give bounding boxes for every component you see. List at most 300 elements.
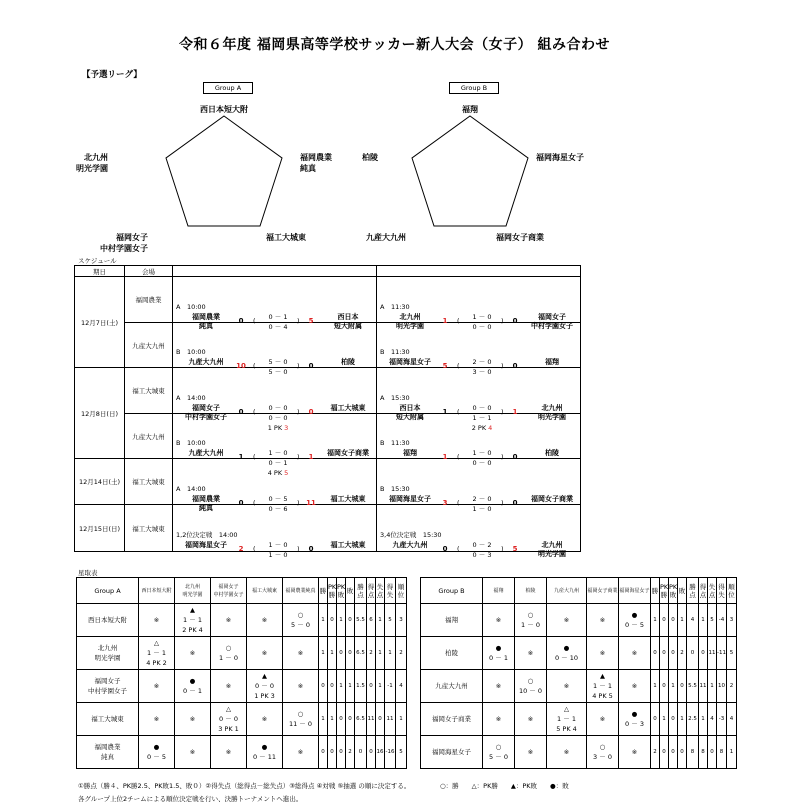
match-away-score: 0 <box>308 545 314 553</box>
match-home-score: 2 <box>238 545 244 553</box>
match-home-score: 1 <box>442 316 448 325</box>
stand-stat: 11 <box>708 637 717 670</box>
stand-result: ※ <box>547 670 587 703</box>
stand-stat: -3 <box>717 703 727 736</box>
stand-stat: -4 <box>717 604 727 637</box>
stand-stat: 11 <box>385 703 396 736</box>
stand-stat: 0 <box>699 637 708 670</box>
schedule-label: スケジュール <box>78 257 117 265</box>
stand-result: ○ 1 － 0 <box>211 637 247 670</box>
stand-team: 柏陵 <box>421 637 483 670</box>
stand-stat: 2 <box>367 637 376 670</box>
stand-stat: 6.5 <box>355 703 367 736</box>
stand-stat: 0 <box>669 736 678 769</box>
stand-stat: 1 <box>699 703 708 736</box>
stand-stat: 1 <box>328 637 337 670</box>
match-tag-time: B 11:30 <box>380 348 410 356</box>
group-b-team-2: 福岡女子商業 <box>496 233 544 242</box>
match-close-paren: ) <box>501 453 504 461</box>
stand-result: ● 0 － 5 <box>139 736 175 769</box>
stand-stat: 4 <box>396 670 407 703</box>
stand-header: 敗 <box>346 578 355 604</box>
stand-stat: 10 <box>717 670 727 703</box>
stand-stat: 1 <box>376 637 385 670</box>
stand-team: 福岡女子商業 <box>421 703 483 736</box>
stand-result: ○ 5 － 0 <box>283 604 319 637</box>
match-half-1: 1 － 0 <box>268 541 288 549</box>
match-home: 福岡海星女子 <box>389 494 431 503</box>
stand-header: Group B <box>421 578 483 604</box>
match-close-paren: ) <box>501 498 504 507</box>
match-home: 福岡農業 純真 <box>192 494 220 512</box>
stand-result: ※ <box>175 637 211 670</box>
group-a-team-3: 福岡女子 中村学園女子 <box>100 233 148 253</box>
stand-header: PK勝 <box>660 578 669 604</box>
stand-stat: 1.5 <box>355 670 367 703</box>
sched-venue: 福工大城東 <box>125 459 173 505</box>
stand-team: 西日本短大附 <box>77 604 139 637</box>
stand-result: △ 0 － 0 3 PK 1 <box>211 703 247 736</box>
stand-header: 福岡女子 中村学園女子 <box>211 578 247 604</box>
stand-stat: 1 <box>651 604 660 637</box>
match-cell-left <box>173 368 377 432</box>
schedule-table <box>74 265 581 559</box>
stand-header: Group A <box>77 578 139 604</box>
stand-stat: 0 <box>651 703 660 736</box>
match-half-1: 1 － 0 <box>472 312 492 321</box>
stand-team: 福岡海星女子 <box>421 736 483 769</box>
stand-team: 福工大城東 <box>77 703 139 736</box>
group-b-team-1: 福岡海星女子 <box>536 153 584 162</box>
match-cell-left <box>173 505 377 559</box>
stand-result: ▲ 1 － 1 2 PK 4 <box>175 604 211 637</box>
match-half-1: 1 － 0 <box>268 449 288 457</box>
stand-header: 西日本短大附 <box>139 578 175 604</box>
stand-stat: 1 <box>678 703 687 736</box>
stand-result: ● 0 － 11 <box>247 736 283 769</box>
stand-stat: 0 <box>346 637 355 670</box>
match-away-score: 0 <box>512 498 518 507</box>
sched-venue: 九産大九州 <box>125 323 173 368</box>
stand-stat: 11 <box>699 670 708 703</box>
stand-team: 福岡女子 中村学園女子 <box>77 670 139 703</box>
match-cell-left <box>173 459 377 513</box>
notes-legend: ○：勝 △：PK勝 ▲：PK敗 ●：敗 <box>440 782 569 790</box>
match-tag-time: A 14:00 <box>176 393 206 402</box>
match-open-paren: ( <box>253 362 256 370</box>
match-close-paren: ) <box>297 316 300 325</box>
match-home-score: 1 <box>442 407 448 416</box>
match-open-paren: ( <box>457 407 460 416</box>
match-cell-left <box>173 323 377 376</box>
match-half-2: 5 － 0 <box>268 368 288 376</box>
stand-stat: 0 <box>367 670 376 703</box>
match-half-2: 0 － 3 <box>472 551 492 559</box>
stand-header: 失点 <box>376 578 385 604</box>
stand-header: 敗 <box>678 578 687 604</box>
match-home: 福岡女子 中村学園女子 <box>185 403 227 421</box>
match-open-paren: ( <box>253 545 256 553</box>
match-half-1: 1 － 0 <box>472 449 492 457</box>
sched-header-venue: 会場 <box>125 266 173 277</box>
stand-stat: -11 <box>717 637 727 670</box>
stand-stat: 1 <box>319 703 328 736</box>
match-away: 北九州 明光学園 <box>538 403 566 421</box>
group-b-team-3: 九産大九州 <box>366 233 406 242</box>
match-home-score: 0 <box>238 407 244 416</box>
stand-stat: 0 <box>337 703 346 736</box>
stand-stat: 0 <box>328 670 337 703</box>
sched-header-blank-1 <box>173 266 377 277</box>
match-half-2: 0 － 0 <box>268 413 288 422</box>
stand-stat: -1 <box>385 670 396 703</box>
match-pk: 2 PK 4 <box>471 423 493 432</box>
match-tag-time: B 15:30 <box>380 484 410 493</box>
group-a-pentagon <box>166 116 282 226</box>
stand-result: ※ <box>247 637 283 670</box>
match-tag-time: A 15:30 <box>380 393 410 402</box>
match-home-score: 0 <box>238 498 244 507</box>
stand-stat: 2 <box>346 736 355 769</box>
match-close-paren: ) <box>501 545 504 553</box>
stand-stat: 8 <box>717 736 727 769</box>
match-home: 西日本 短大附属 <box>396 403 424 421</box>
match-away: 柏陵 <box>341 358 355 366</box>
stand-result: ※ <box>175 736 211 769</box>
group-b-team-0: 福翔 <box>462 105 478 114</box>
match-half-2: 1 － 0 <box>472 504 492 513</box>
match-half-2: 3 － 0 <box>472 368 492 376</box>
stand-stat: 5 <box>396 736 407 769</box>
match-away: 福岡女子商業 <box>327 449 369 457</box>
group-a-team-4: 北九州 明光学園 <box>76 153 108 173</box>
stand-result: ○ 10 － 0 <box>515 670 547 703</box>
group-b-pentagon <box>412 116 528 226</box>
stand-stat: 1 <box>660 703 669 736</box>
match-away-score: 1 <box>512 407 518 416</box>
match-open-paren: ( <box>457 316 460 325</box>
match-cell-right <box>377 368 581 432</box>
stand-stat: 0 <box>319 736 328 769</box>
match-half-1: 2 － 0 <box>472 358 492 366</box>
stand-stat: 1 <box>699 604 708 637</box>
match-tag-time: 1,2位決定戦 14:00 <box>176 531 238 539</box>
stand-result: ※ <box>211 604 247 637</box>
match-half-2: 0 － 0 <box>472 322 492 331</box>
stand-team: 福翔 <box>421 604 483 637</box>
match-cell-left <box>173 277 377 331</box>
stand-result: ※ <box>283 637 319 670</box>
sched-venue: 福工大城東 <box>125 505 173 552</box>
sched-venue: 九産大九州 <box>125 414 173 459</box>
stand-header: 失点 <box>708 578 717 604</box>
stand-header: 福岡女子商業 <box>587 578 619 604</box>
match-close-paren: ) <box>297 498 300 507</box>
stand-stat: 1 <box>708 670 717 703</box>
stand-header: 順位 <box>396 578 407 604</box>
stand-result: ● 0 － 3 <box>619 703 651 736</box>
stand-result: ○ 11 － 0 <box>283 703 319 736</box>
stand-stat: 1 <box>346 670 355 703</box>
match-half-1: 2 － 0 <box>472 494 492 503</box>
stand-stat: 1 <box>337 670 346 703</box>
stand-stat: 4 <box>727 703 737 736</box>
stand-result: ※ <box>175 703 211 736</box>
match-tag-time: B 11:30 <box>380 439 410 447</box>
stand-result: ● 0 － 10 <box>547 637 587 670</box>
standings-label: 星取表 <box>78 569 98 577</box>
match-tag-time: B 10:00 <box>176 348 206 356</box>
stand-stat: 1 <box>385 637 396 670</box>
match-home-score: 0 <box>238 316 244 325</box>
stand-stat: 0 <box>319 670 328 703</box>
match-open-paren: ( <box>457 498 460 507</box>
match-away: 福岡女子商業 <box>531 494 573 503</box>
stand-stat: 0 <box>346 604 355 637</box>
match-close-paren: ) <box>501 362 504 370</box>
stand-team: 北九州 明光学園 <box>77 637 139 670</box>
stand-result: ※ <box>587 604 619 637</box>
stand-result: ※ <box>139 703 175 736</box>
stand-stat: 1 <box>328 703 337 736</box>
notes-rules: ①勝点（勝４、PK勝2.5、PK敗1.5、敗０）②得失点（総得点－総失点）③総得点 ④対戦 ⑤抽選 の順に決定する。 <box>78 782 411 790</box>
stand-stat: 1 <box>337 604 346 637</box>
match-tag-time: B 10:00 <box>176 439 206 447</box>
match-close-paren: ) <box>297 362 300 370</box>
match-half-2: 0 － 0 <box>472 459 492 467</box>
stand-result: ※ <box>483 703 515 736</box>
stand-stat: 5.5 <box>687 670 699 703</box>
stand-header: 福岡農業純真 <box>283 578 319 604</box>
stand-result: ※ <box>483 604 515 637</box>
stand-stat: 5 <box>708 604 717 637</box>
stand-result: ※ <box>515 637 547 670</box>
stand-stat: 1 <box>727 736 737 769</box>
stand-result: ※ <box>619 670 651 703</box>
stand-stat: 1 <box>319 604 328 637</box>
match-open-paren: ( <box>253 498 256 507</box>
stand-stat: 0 <box>651 637 660 670</box>
match-cell-right <box>377 505 581 559</box>
stand-stat: 1 <box>669 670 678 703</box>
match-tag-time: 3,4位決定戦 15:30 <box>380 531 442 539</box>
stand-stat: 0 <box>660 670 669 703</box>
match-away-score: 1 <box>308 453 314 461</box>
stand-team: 福岡農業 純真 <box>77 736 139 769</box>
stand-header: 勝点 <box>687 578 699 604</box>
stand-stat: 6.5 <box>355 637 367 670</box>
match-half-2: 1 － 1 <box>472 413 492 422</box>
match-close-paren: ) <box>297 545 300 553</box>
match-cell-right <box>377 277 581 331</box>
stand-header: 北九州 明光学園 <box>175 578 211 604</box>
stand-result: △ 1 － 1 5 PK 4 <box>547 703 587 736</box>
match-open-paren: ( <box>457 362 460 370</box>
match-away-score: 0 <box>512 316 518 325</box>
stand-stat: 3 <box>727 604 737 637</box>
sched-date: 12月15日(日) <box>75 505 125 552</box>
stand-result: ○ 3 － 0 <box>587 736 619 769</box>
stand-stat: 16 <box>376 736 385 769</box>
match-half-1: 5 － 0 <box>268 358 288 366</box>
stand-result: ※ <box>619 637 651 670</box>
stand-header: 福岡海星女子 <box>619 578 651 604</box>
stand-stat: 1 <box>651 670 660 703</box>
match-home-score: 10 <box>236 362 246 370</box>
match-cell-right <box>377 414 581 467</box>
match-away: 福岡女子 中村学園女子 <box>531 312 573 330</box>
stand-stat: 6 <box>367 604 376 637</box>
stand-header: 得点 <box>367 578 376 604</box>
stand-result: ※ <box>247 604 283 637</box>
stand-stat: -16 <box>385 736 396 769</box>
stand-header: PK敗 <box>337 578 346 604</box>
stand-stat: 0 <box>346 703 355 736</box>
stand-result: △ 1 － 1 4 PK 2 <box>139 637 175 670</box>
stand-result: ※ <box>283 736 319 769</box>
group-b-label: Group B <box>449 82 499 94</box>
stand-stat: 2 <box>396 637 407 670</box>
match-home-score: 0 <box>442 545 448 553</box>
league-pentagons <box>0 0 789 260</box>
stand-stat: 1 <box>678 604 687 637</box>
match-half-2: 0 － 4 <box>268 322 288 331</box>
stand-stat: 2 <box>727 670 737 703</box>
match-home-score: 3 <box>442 498 448 507</box>
stand-stat: 0 <box>367 736 376 769</box>
stand-header: 福工大城東 <box>247 578 283 604</box>
stand-header: 得点 <box>699 578 708 604</box>
match-close-paren: ) <box>501 316 504 325</box>
stand-header: 勝 <box>651 578 660 604</box>
match-tag-time: A 11:30 <box>380 302 410 311</box>
stand-result: ▲ 0 － 0 1 PK 3 <box>247 670 283 703</box>
match-close-paren: ) <box>501 407 504 416</box>
stand-stat: 3 <box>396 604 407 637</box>
stand-stat: 11 <box>367 703 376 736</box>
stand-stat: 0 <box>678 670 687 703</box>
match-open-paren: ( <box>253 453 256 461</box>
stand-result: ※ <box>619 736 651 769</box>
stand-stat: 0 <box>669 604 678 637</box>
stand-stat: 1 <box>376 670 385 703</box>
stand-result: ● 0 － 1 <box>483 637 515 670</box>
match-home-score: 1 <box>442 453 448 461</box>
match-away-score: 0 <box>512 362 518 370</box>
match-away: 柏陵 <box>545 449 559 457</box>
match-home: 福岡農業 純真 <box>192 312 220 330</box>
stand-stat: 5.5 <box>355 604 367 637</box>
stand-result: ※ <box>483 670 515 703</box>
match-half-2: 1 － 0 <box>268 551 288 559</box>
stand-stat: 1 <box>319 637 328 670</box>
match-home-score: 1 <box>238 453 244 461</box>
match-cell-left <box>173 414 377 477</box>
match-home: 福岡海星女子 <box>185 541 227 549</box>
page-title: 令和６年度 福岡県高等学校サッカー新人大会（女子） 組み合わせ <box>179 37 610 53</box>
group-a-label: Group A <box>203 82 253 94</box>
stand-stat: 1 <box>396 703 407 736</box>
stand-result: ※ <box>547 736 587 769</box>
match-open-paren: ( <box>253 407 256 416</box>
match-away: 福工大城東 <box>330 541 366 549</box>
stand-stat: 4 <box>708 703 717 736</box>
stand-stat: 0 <box>337 637 346 670</box>
stand-stat: 2 <box>678 637 687 670</box>
stand-stat: 0 <box>376 703 385 736</box>
stand-result: ▲ 1 － 1 4 PK 5 <box>587 670 619 703</box>
stand-header: 柏陵 <box>515 578 547 604</box>
group-a-team-1: 福岡農業 純真 <box>300 153 332 173</box>
match-away: 福翔 <box>545 358 559 366</box>
stand-header: 順位 <box>727 578 737 604</box>
notes-advance: 各グループ上位2チームによる順位決定戦を行い、決勝トーナメントへ進出。 <box>78 795 303 803</box>
group-b-team-4: 柏陵 <box>362 153 378 162</box>
sched-venue: 福岡農業 <box>125 277 173 323</box>
stand-header: 勝点 <box>355 578 367 604</box>
match-cell-right <box>377 459 581 513</box>
stand-result: ※ <box>587 703 619 736</box>
match-away: 福工大城東 <box>330 494 366 503</box>
match-half-1: 0 － 0 <box>268 403 288 412</box>
group-a-team-2: 福工大城東 <box>266 233 306 242</box>
match-away-score: 0 <box>512 453 518 461</box>
standings-group-b <box>420 577 737 769</box>
stand-stat: 0 <box>337 736 346 769</box>
sched-date: 12月8日(日) <box>75 368 125 459</box>
stand-stat: 1 <box>376 604 385 637</box>
stand-result: ※ <box>515 736 547 769</box>
match-away: 北九州 明光学園 <box>538 541 566 558</box>
prelim-section-label: 【予選リーグ】 <box>82 70 142 80</box>
match-pk: 1 PK 3 <box>267 423 289 432</box>
stand-result: ※ <box>247 703 283 736</box>
group-a-team-0: 西日本短大附 <box>200 105 248 114</box>
match-tag-time: A 10:00 <box>176 302 206 311</box>
stand-result: ※ <box>587 637 619 670</box>
stand-stat: 8 <box>687 736 699 769</box>
match-tag-time: A 14:00 <box>176 484 206 493</box>
stand-stat: 0 <box>687 637 699 670</box>
stand-result: ○ 5 － 0 <box>483 736 515 769</box>
match-half-2: 0 － 6 <box>268 504 288 513</box>
match-cell-right <box>377 323 581 376</box>
match-away-score: 5 <box>308 316 314 325</box>
match-open-paren: ( <box>253 316 256 325</box>
stand-stat: 2.5 <box>687 703 699 736</box>
sched-venue: 福工大城東 <box>125 368 173 414</box>
stand-team: 九産大九州 <box>421 670 483 703</box>
stand-stat: 0 <box>660 604 669 637</box>
match-open-paren: ( <box>457 545 460 553</box>
match-close-paren: ) <box>297 407 300 416</box>
stand-header: 九産大九州 <box>547 578 587 604</box>
stand-stat: 2 <box>651 736 660 769</box>
stand-stat: 0 <box>669 703 678 736</box>
stand-stat: 0 <box>328 736 337 769</box>
match-away: 西日本 短大附属 <box>334 312 362 330</box>
match-home: 九産大九州 <box>392 541 428 549</box>
stand-stat: 8 <box>699 736 708 769</box>
sched-header-date: 期日 <box>75 266 125 277</box>
match-half-1: 0 － 0 <box>472 403 492 412</box>
match-home: 北九州 明光学園 <box>396 312 424 330</box>
stand-stat: 5 <box>727 637 737 670</box>
stand-result: ※ <box>211 736 247 769</box>
stand-header: PK勝 <box>328 578 337 604</box>
match-home: 九産大九州 <box>188 358 224 366</box>
stand-stat: 0 <box>660 736 669 769</box>
